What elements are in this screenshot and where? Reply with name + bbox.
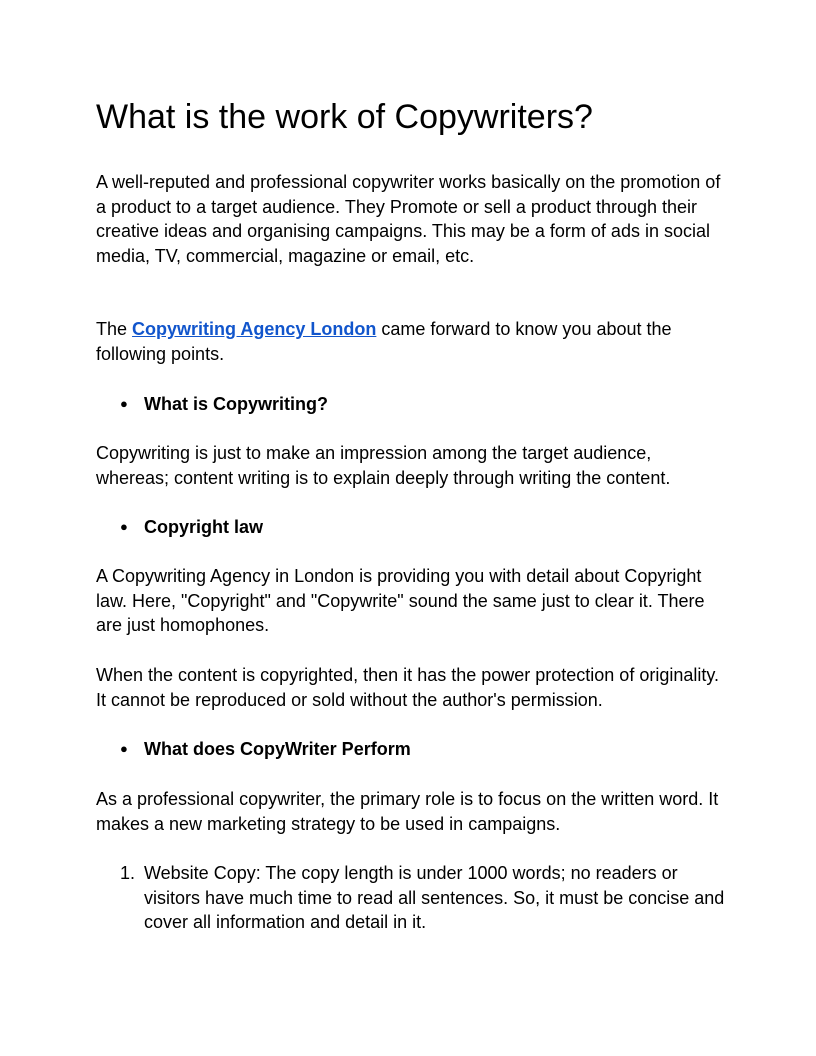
- agency-text-before: The: [96, 319, 133, 339]
- page-title: What is the work of Copywriters?: [96, 98, 593, 136]
- bullet-heading: What is Copywriting?: [144, 394, 328, 414]
- copywriter-role-paragraph: As a professional copywriter, the primary role is to focus on the written word. It makes a new marketing strategy to be used in campaigns.: [96, 789, 719, 834]
- copyright-protection-paragraph: When the content is copyrighted, then it has the power protection of originality. It cannot be reproduced or sold without the author's permission.: [96, 665, 720, 710]
- bullet-icon: ●: [120, 396, 128, 411]
- copywriting-definition-paragraph: Copywriting is just to make an impression among the target audience, whereas; content writing is to explain deeply through writing the content.: [96, 443, 671, 488]
- list-item-text: Website Copy: The copy length is under 1000 words; no readers or visitors have much time to read all sentences. So, it must be concise and cover all information and detail in it.: [144, 863, 725, 932]
- copyright-law-paragraph: A Copywriting Agency in London is providing you with detail about Copyright law. Here, "Copyright" and "Copywrite" sound the same just to clear it. There are just homophones.: [96, 566, 705, 635]
- bullet-icon: ●: [120, 519, 128, 534]
- list-number: 1.: [120, 863, 136, 883]
- agency-paragraph: [96, 317, 726, 366]
- bullet-heading: What does CopyWriter Perform: [144, 739, 411, 759]
- bullet-icon: ●: [120, 741, 128, 756]
- copywriting-agency-link[interactable]: Copywriting Agency London: [132, 319, 377, 339]
- bullet-heading: Copyright law: [144, 517, 264, 537]
- agency-text-after: came forward to know you about the following points.: [96, 319, 672, 364]
- intro-paragraph: A well-reputed and professional copywriter works basically on the promotion of a product to a target audience. They Promote or sell a product through their creative ideas and organising campaigns. This may be a form of ads in social media, TV, commercial, magazine or email, etc.: [96, 172, 721, 266]
